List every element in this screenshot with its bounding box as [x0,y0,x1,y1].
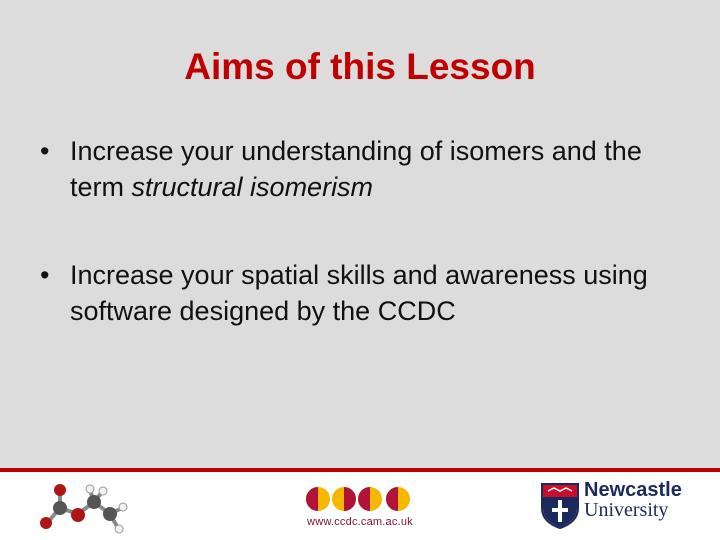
bullet-text: Increase your understanding of isomers and the term [70,136,642,202]
bullet-emphasis: structural isomerism [131,172,374,202]
newcastle-university-logo [540,480,700,530]
bullet-marker: • [40,260,50,290]
university-name: Newcastle [584,479,682,501]
slide-title: Aims of this Lesson [184,46,536,87]
newcastle-crest-icon [540,482,580,530]
molecule-model-icon [30,480,130,538]
bullet-item [40,133,700,205]
bullet-item [40,257,700,329]
ccdc-logo [298,478,422,534]
bullet-marker: • [40,136,50,166]
bullet-text: Increase your spatial skills and awareness using software designed by the CCDC [70,260,648,326]
university-word: University [584,499,669,521]
ccdc-logo-icon [304,484,416,514]
bullet-list [40,133,700,329]
ccdc-url: www.ccdc.cam.ac.uk [307,516,413,528]
